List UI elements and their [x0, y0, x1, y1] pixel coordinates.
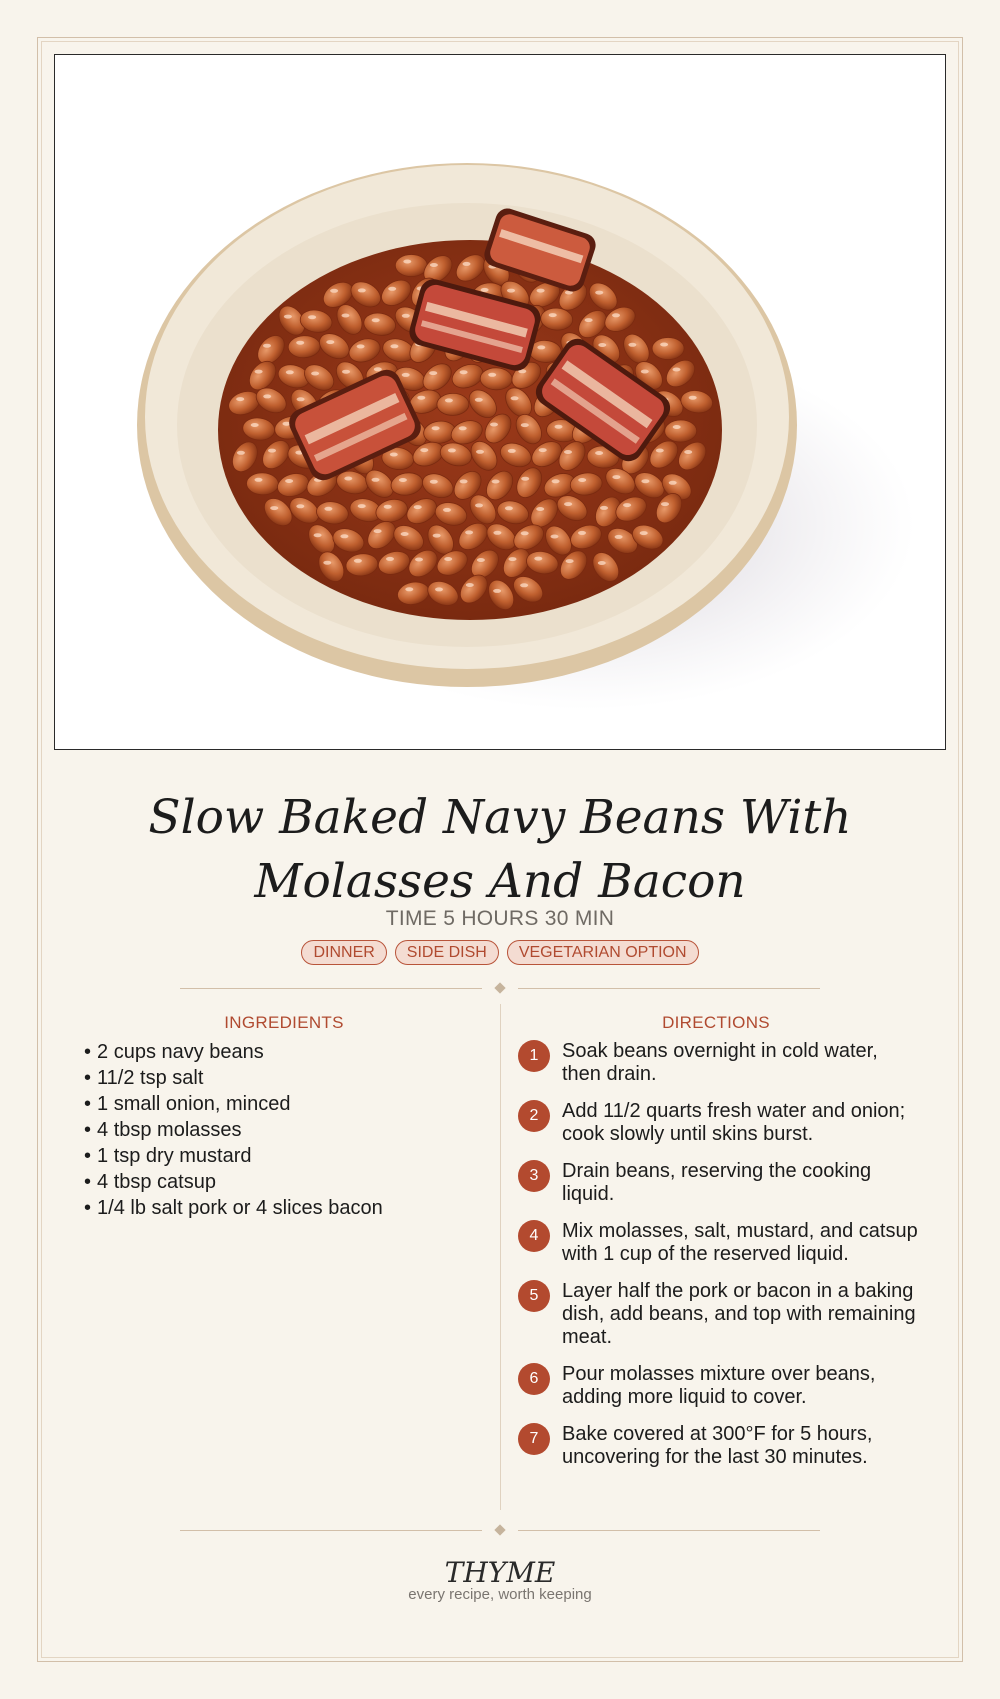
tag-vegetarian-option: VEGETARIAN OPTION: [507, 940, 699, 965]
bean-highlight: [402, 314, 410, 318]
bean-highlight: [403, 260, 411, 264]
bean-highlight: [270, 506, 278, 510]
bean-highlight: [623, 503, 631, 507]
bean-highlight: [324, 507, 332, 511]
bean-highlight: [402, 373, 410, 377]
step-text: Bake covered at 300°F for 5 hours, uncovering for the last 30 minutes.: [562, 1423, 873, 1468]
step-text: Soak beans overnight in cold water, then drain.: [562, 1040, 878, 1085]
bean-highlight: [429, 371, 437, 375]
bean-highlight: [311, 372, 319, 376]
bean-highlight: [401, 532, 409, 536]
bean-highlight: [430, 480, 438, 484]
direction-step: [518, 1100, 918, 1146]
bean-highlight: [641, 370, 649, 374]
bean-highlight: [417, 396, 425, 400]
bean-highlight: [564, 450, 572, 454]
bean-highlight: [481, 288, 489, 292]
bean-highlight: [432, 426, 440, 430]
bean-highlight: [511, 396, 519, 400]
ingredient-item: • 4 tbsp molasses: [84, 1117, 383, 1143]
bean-highlight: [641, 479, 649, 483]
bean-highlight: [552, 479, 560, 483]
bean-highlight: [263, 394, 271, 398]
bean-highlight: [490, 423, 498, 427]
step-number-badge: 1: [518, 1040, 550, 1072]
directions-list: [518, 1040, 918, 1483]
bean-highlight: [445, 398, 453, 402]
tag-dinner: DINNER: [301, 940, 386, 965]
bean-highlight: [612, 475, 620, 479]
bean-highlight: [477, 558, 485, 562]
bean-highlight: [237, 451, 245, 455]
bean-highlight: [386, 557, 394, 561]
bean-highlight: [251, 423, 259, 427]
bean-highlight: [598, 561, 606, 565]
step-number-badge: 7: [518, 1423, 550, 1455]
bean-highlight: [628, 343, 636, 347]
bean-highlight: [521, 477, 529, 481]
tag-list: [0, 940, 1000, 965]
step-number-badge: 4: [518, 1220, 550, 1252]
ingredient-item: • 1 small onion, minced: [84, 1091, 383, 1117]
bean-highlight: [465, 530, 473, 534]
bean-highlight: [566, 559, 574, 563]
bean-highlight: [564, 502, 572, 506]
bean-highlight: [612, 313, 620, 317]
divider-diamond-icon: [494, 982, 505, 993]
bean-highlight: [656, 449, 664, 453]
bean-highlight: [536, 507, 544, 511]
bean-highlight: [255, 478, 263, 482]
bean-highlight: [420, 448, 428, 452]
bean-highlight: [430, 263, 438, 267]
bean-highlight: [660, 343, 668, 347]
bean-highlight: [433, 534, 441, 538]
ingredient-item: • 11/2 tsp salt: [84, 1065, 383, 1091]
bean-highlight: [595, 291, 603, 295]
bean: [395, 255, 427, 277]
bean-highlight: [296, 341, 304, 345]
bean-highlight: [342, 314, 350, 318]
bean-highlight: [661, 502, 669, 506]
bean-highlight: [460, 370, 468, 374]
direction-step: [518, 1160, 918, 1206]
bean-highlight: [534, 557, 542, 561]
bean-highlight: [405, 587, 413, 591]
step-text: Pour molasses mixture over beans, adding more liquid to cover.: [562, 1363, 876, 1408]
bean-highlight: [354, 559, 362, 563]
bean-highlight: [330, 289, 338, 293]
tag-side-dish: SIDE DISH: [395, 940, 499, 965]
bean-highlight: [507, 289, 515, 293]
bean-highlight: [684, 450, 692, 454]
step-text: Mix molasses, salt, mustard, and catsup with 1 cup of the reserved liquid.: [562, 1220, 918, 1265]
bean-highlight: [476, 450, 484, 454]
bean-highlight: [357, 344, 365, 348]
ingredients-heading: INGREDIENTS: [224, 1013, 344, 1032]
bean-highlight: [555, 425, 563, 429]
ingredient-item: • 4 tbsp catsup: [84, 1169, 383, 1195]
bean-highlight: [372, 318, 380, 322]
direction-step: [518, 1423, 918, 1469]
direction-step: [518, 1220, 918, 1266]
bean-highlight: [296, 504, 304, 508]
divider-diamond-icon: [494, 1524, 505, 1535]
column-separator: [500, 1004, 501, 1510]
bean-highlight: [595, 451, 603, 455]
recipe-title: Slow Baked Navy Beans With Molasses And Bacon: [148, 790, 852, 909]
bean-highlight: [600, 506, 608, 510]
ingredients-list: [84, 1039, 383, 1221]
bean-highlight: [493, 589, 501, 593]
ingredient-item: • 1 tsp dry mustard: [84, 1143, 383, 1169]
bean-highlight: [488, 373, 496, 377]
bean-highlight: [448, 448, 456, 452]
baked-beans-illustration: [55, 55, 945, 749]
bean-highlight: [314, 533, 322, 537]
bean-highlight: [390, 344, 398, 348]
bean-highlight: [384, 505, 392, 509]
recipe-photo: [54, 54, 946, 750]
bean-highlight: [286, 370, 294, 374]
bean-highlight: [520, 583, 528, 587]
bean-highlight: [492, 480, 500, 484]
bean-highlight: [415, 558, 423, 562]
bean-highlight: [340, 534, 348, 538]
bean: [652, 338, 684, 360]
bean-highlight: [539, 448, 547, 452]
step-text: Drain beans, reserving the cooking liquid.: [562, 1160, 872, 1205]
bean-highlight: [236, 397, 244, 401]
bean-highlight: [388, 287, 396, 291]
step-number-badge: 2: [518, 1100, 550, 1132]
step-number-badge: 3: [518, 1160, 550, 1192]
bean-highlight: [537, 289, 545, 293]
bean: [665, 420, 697, 443]
bean-highlight: [475, 398, 483, 402]
bottom-divider: [180, 1524, 820, 1538]
bean-highlight: [549, 313, 557, 317]
step-number-badge: 5: [518, 1280, 550, 1312]
bean-highlight: [414, 505, 422, 509]
ingredient-item: • 1/4 lb salt pork or 4 slices bacon: [84, 1195, 383, 1221]
bean-highlight: [598, 343, 606, 347]
directions-heading: DIRECTIONS: [662, 1013, 770, 1032]
bean-highlight: [268, 449, 276, 453]
bean-highlight: [284, 315, 292, 319]
bean-highlight: [308, 315, 316, 319]
bean-highlight: [374, 529, 382, 533]
bean-highlight: [689, 396, 697, 400]
step-number-badge: 6: [518, 1363, 550, 1395]
bean-highlight: [466, 583, 474, 587]
bean-highlight: [459, 426, 467, 430]
bean-highlight: [435, 587, 443, 591]
direction-step: [518, 1363, 918, 1409]
bean-highlight: [342, 370, 350, 374]
bean-highlight: [372, 478, 380, 482]
bean-highlight: [615, 535, 623, 539]
bean-highlight: [505, 506, 513, 510]
bean-highlight: [463, 262, 471, 266]
direction-step: [518, 1040, 918, 1086]
bean-highlight: [521, 423, 529, 427]
bean-highlight: [460, 479, 468, 483]
bean-highlight: [444, 557, 452, 561]
bean-highlight: [673, 368, 681, 372]
bean-highlight: [374, 367, 382, 371]
bean-highlight: [508, 449, 516, 453]
top-divider: [180, 982, 820, 996]
bean-highlight: [263, 344, 271, 348]
bean: [437, 393, 469, 416]
bean-highlight: [326, 340, 334, 344]
bean-highlight: [669, 481, 677, 485]
bean-highlight: [537, 345, 545, 349]
brand-logo: THYME: [444, 1556, 556, 1589]
direction-step: [518, 1280, 918, 1349]
bean-highlight: [493, 531, 501, 535]
bean-highlight: [344, 477, 352, 481]
bean-highlight: [390, 453, 398, 457]
bean-highlight: [443, 508, 451, 512]
step-text: Layer half the pork or bacon in a baking dish, add beans, and top with remaining meat.: [562, 1280, 916, 1348]
bean-highlight: [509, 557, 517, 561]
bean-highlight: [640, 531, 648, 535]
bean-highlight: [521, 531, 529, 535]
bean-highlight: [673, 425, 681, 429]
bean-highlight: [475, 503, 483, 507]
bean-highlight: [578, 478, 586, 482]
bean-highlight: [578, 531, 586, 535]
cook-time: TIME 5 HOURS 30 MIN: [385, 907, 615, 930]
bean-highlight: [358, 288, 366, 292]
bean-highlight: [585, 318, 593, 322]
bean-highlight: [399, 478, 407, 482]
bean-highlight: [285, 479, 293, 483]
brand-tagline: every recipe, worth keeping: [408, 1586, 592, 1603]
bean-highlight: [323, 561, 331, 565]
bean-highlight: [255, 370, 263, 374]
bean-highlight: [297, 397, 305, 401]
bean-highlight: [358, 504, 366, 508]
bean-highlight: [551, 535, 559, 539]
ingredient-item: • 2 cups navy beans: [84, 1039, 383, 1065]
step-text: Add 11/2 quarts fresh water and onion; cook slowly until skins burst.: [562, 1100, 906, 1145]
